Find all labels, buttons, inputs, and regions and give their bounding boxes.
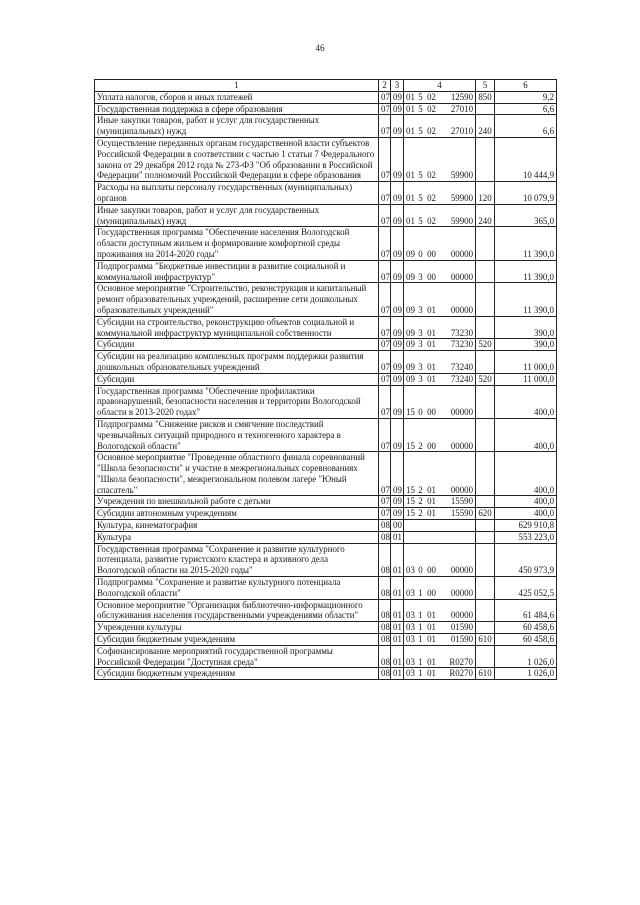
row-target-code [404, 339, 476, 351]
row-section: 08 [379, 645, 391, 668]
code-direction: 73240 [450, 361, 473, 372]
code-activity: 01 [427, 484, 436, 495]
row-section: 07 [379, 452, 391, 496]
column-header-name: 1 [95, 80, 379, 92]
row-amount: 400,0 [495, 452, 557, 496]
row-name: Основное мероприятие "Строительство, реконструкция и капитальный ремонт образовательных учреждений, расширение сети дошкольных образовательных учреждений" [95, 283, 379, 316]
row-amount: 390,0 [495, 339, 557, 351]
code-subprogram: 1 [418, 668, 423, 679]
row-target-code [404, 385, 476, 418]
code-program: 03 [406, 634, 415, 645]
row-subsection: 09 [391, 204, 404, 227]
code-activity: 01 [427, 304, 436, 315]
row-expense-type [476, 622, 495, 634]
row-expense-type: 610 [476, 634, 495, 646]
row-target-code [404, 634, 476, 646]
code-program: 15 [406, 496, 415, 507]
code-activity: 01 [427, 634, 436, 645]
row-expense-type: 520 [476, 339, 495, 351]
code-program: 03 [406, 610, 415, 621]
row-target-code [404, 577, 476, 600]
row-name: Государственная программа "Обеспечение населения Вологодской области доступным жильем и формирование комфортной среды проживания на 2014-2020 годы" [95, 227, 379, 260]
code-subprogram: 3 [418, 304, 423, 315]
code-activity: 01 [427, 656, 436, 667]
row-section: 07 [379, 182, 391, 205]
row-expense-type: 520 [476, 373, 495, 385]
row-section: 08 [379, 577, 391, 600]
row-target-code [404, 227, 476, 260]
row-amount: 1 026,0 [495, 645, 557, 668]
table-row [95, 668, 557, 680]
table-row [95, 418, 557, 451]
code-program: 09 [406, 248, 415, 259]
code-program: 03 [406, 587, 415, 598]
row-name: Расходы на выплаты персоналу государственных (муниципальных) органов [95, 182, 379, 205]
row-subsection: 09 [391, 452, 404, 496]
code-program: 15 [406, 508, 415, 519]
table-row [95, 115, 557, 138]
row-expense-type [476, 260, 495, 283]
table-row [95, 339, 557, 351]
row-amount: 400,0 [495, 418, 557, 451]
code-activity: 00 [427, 271, 436, 282]
code-activity: 00 [427, 440, 436, 451]
row-name: Субсидии на строительство, реконструкцию объектов социальной и коммунальной инфраструктур муниципальной собственности [95, 316, 379, 339]
code-subprogram: 3 [418, 271, 423, 282]
table-row [95, 283, 557, 316]
code-direction: 00000 [450, 440, 473, 451]
row-amount: 60 458,6 [495, 634, 557, 646]
row-section: 07 [379, 137, 391, 181]
code-direction: 59900 [450, 170, 473, 181]
column-header-section: 2 [379, 80, 391, 92]
code-subprogram: 5 [418, 215, 423, 226]
row-target-code [404, 316, 476, 339]
code-activity: 01 [427, 496, 436, 507]
row-amount: 629 910,8 [495, 520, 557, 532]
code-direction: 00000 [450, 271, 473, 282]
table-row [95, 182, 557, 205]
column-header-amount: 6 [495, 80, 557, 92]
row-subsection: 09 [391, 103, 404, 115]
row-amount: 450 973,9 [495, 543, 557, 576]
code-program: 01 [406, 91, 415, 102]
code-subprogram: 2 [418, 440, 423, 451]
code-direction: 00000 [450, 248, 473, 259]
row-expense-type: 610 [476, 668, 495, 680]
row-amount: 10 444,9 [495, 137, 557, 181]
row-name: Уплата налогов, сборов и иных платежей [95, 91, 379, 103]
code-subprogram: 5 [418, 170, 423, 181]
table-row [95, 103, 557, 115]
code-direction: 15590 [450, 508, 473, 519]
code-direction: 59900 [450, 192, 473, 203]
row-name: Культура [95, 531, 379, 543]
row-amount: 11 390,0 [495, 260, 557, 283]
code-activity: 00 [427, 587, 436, 598]
row-expense-type [476, 316, 495, 339]
row-subsection: 09 [391, 385, 404, 418]
table-row [95, 373, 557, 385]
row-section: 07 [379, 115, 391, 138]
code-subprogram: 0 [418, 407, 423, 418]
code-activity: 01 [427, 668, 436, 679]
row-subsection: 01 [391, 577, 404, 600]
code-activity: 02 [427, 91, 436, 102]
row-section: 08 [379, 543, 391, 576]
code-program: 09 [406, 361, 415, 372]
row-section: 07 [379, 339, 391, 351]
row-amount: 400,0 [495, 385, 557, 418]
code-subprogram: 1 [418, 587, 423, 598]
code-direction: 00000 [450, 484, 473, 495]
row-name: Иные закупки товаров, работ и услуг для государственных (муниципальных) нужд [95, 204, 379, 227]
row-name: Учреждения культуры [95, 622, 379, 634]
table-row [95, 351, 557, 374]
code-activity: 01 [427, 508, 436, 519]
row-name: Основное мероприятие "Проведение областного финала соревнований "Школа безопасности" и участие в межрегиональных соревнованиях "Школа безопасности", межрегиональном полевом лагере "Юный спасатель" [95, 452, 379, 496]
code-activity: 02 [427, 192, 436, 203]
code-program: 03 [406, 565, 415, 576]
row-amount: 11 000,0 [495, 373, 557, 385]
code-activity: 01 [427, 339, 436, 350]
row-name: Субсидии [95, 373, 379, 385]
row-name: Культура, кинематография [95, 520, 379, 532]
code-activity: 00 [427, 565, 436, 576]
row-target-code [404, 91, 476, 103]
code-direction: 01590 [450, 622, 473, 633]
row-amount: 9,2 [495, 91, 557, 103]
code-subprogram: 3 [418, 339, 423, 350]
row-section: 07 [379, 103, 391, 115]
code-subprogram: 1 [418, 634, 423, 645]
row-amount: 11 390,0 [495, 283, 557, 316]
table-row [95, 91, 557, 103]
code-direction: 15590 [450, 496, 473, 507]
row-target-code [404, 668, 476, 680]
row-name: Субсидии на реализацию комплексных программ поддержки развития дошкольных образовательных учреждений [95, 351, 379, 374]
code-direction: 00000 [450, 610, 473, 621]
code-direction: 73230 [450, 327, 473, 338]
row-section: 08 [379, 634, 391, 646]
row-target-code [404, 645, 476, 668]
code-direction: R0270 [449, 668, 473, 679]
code-program: 15 [406, 484, 415, 495]
row-expense-type [476, 496, 495, 508]
row-target-code [404, 115, 476, 138]
row-section: 07 [379, 316, 391, 339]
code-direction: 01590 [450, 634, 473, 645]
code-subprogram: 1 [418, 622, 423, 633]
row-expense-type [476, 103, 495, 115]
table-row [95, 508, 557, 520]
code-subprogram: 0 [418, 248, 423, 259]
table-row [95, 260, 557, 283]
code-program: 09 [406, 327, 415, 338]
code-direction: 73230 [450, 339, 473, 350]
code-activity: 02 [427, 126, 436, 137]
row-subsection: 09 [391, 283, 404, 316]
code-activity: 00 [427, 407, 436, 418]
row-subsection: 09 [391, 351, 404, 374]
code-program: 09 [406, 373, 415, 384]
row-name: Основное мероприятие "Организация библиотечно-информационного обслуживания населения государственными учреждениями области" [95, 599, 379, 622]
code-program: 15 [406, 440, 415, 451]
row-target-code [404, 599, 476, 622]
row-subsection: 09 [391, 260, 404, 283]
code-activity: 01 [427, 622, 436, 633]
table-row [95, 204, 557, 227]
row-amount: 390,0 [495, 316, 557, 339]
row-section: 07 [379, 418, 391, 451]
row-target-code [404, 182, 476, 205]
table-row [95, 137, 557, 181]
row-amount: 425 052,5 [495, 577, 557, 600]
row-target-code [404, 373, 476, 385]
row-expense-type [476, 418, 495, 451]
table-row [95, 452, 557, 496]
table-row [95, 599, 557, 622]
code-direction: 59900 [450, 215, 473, 226]
row-name: Иные закупки товаров, работ и услуг для государственных (муниципальных) нужд [95, 115, 379, 138]
row-section: 07 [379, 91, 391, 103]
row-target-code [404, 543, 476, 576]
row-expense-type [476, 351, 495, 374]
row-subsection: 09 [391, 496, 404, 508]
row-target-code [404, 508, 476, 520]
row-section: 07 [379, 508, 391, 520]
row-amount: 6,6 [495, 103, 557, 115]
row-subsection: 09 [391, 373, 404, 385]
table-row [95, 531, 557, 543]
row-expense-type [476, 543, 495, 576]
code-subprogram: 5 [418, 126, 423, 137]
code-activity: 01 [427, 361, 436, 372]
code-program: 01 [406, 103, 415, 114]
row-section: 08 [379, 668, 391, 680]
code-program: 01 [406, 215, 415, 226]
code-subprogram: 5 [418, 91, 423, 102]
row-subsection: 01 [391, 645, 404, 668]
row-subsection: 09 [391, 182, 404, 205]
row-target-code [404, 622, 476, 634]
code-activity: 00 [427, 248, 436, 259]
row-section: 08 [379, 599, 391, 622]
code-activity: 01 [427, 327, 436, 338]
row-subsection: 09 [391, 91, 404, 103]
row-amount: 365,0 [495, 204, 557, 227]
row-section: 07 [379, 260, 391, 283]
row-subsection: 09 [391, 339, 404, 351]
row-name: Субсидии бюджетным учреждениям [95, 668, 379, 680]
code-program: 01 [406, 126, 415, 137]
row-target-code [404, 260, 476, 283]
code-subprogram: 2 [418, 508, 423, 519]
row-subsection: 09 [391, 115, 404, 138]
row-name: Субсидии [95, 339, 379, 351]
row-subsection: 01 [391, 668, 404, 680]
budget-table [94, 79, 557, 680]
row-name: Учреждения по внешкольной работе с детьми [95, 496, 379, 508]
row-subsection: 09 [391, 316, 404, 339]
row-section: 08 [379, 531, 391, 543]
column-header-expense-type: 5 [476, 80, 495, 92]
table-row [95, 645, 557, 668]
row-section: 07 [379, 496, 391, 508]
row-name: Субсидии бюджетным учреждениям [95, 634, 379, 646]
row-expense-type [476, 520, 495, 532]
row-name: Софинансирование мероприятий государственной программы Российской Федерации "Доступная среда" [95, 645, 379, 668]
table-row [95, 520, 557, 532]
row-expense-type [476, 577, 495, 600]
code-subprogram: 3 [418, 361, 423, 372]
code-subprogram: 2 [418, 484, 423, 495]
code-subprogram: 0 [418, 565, 423, 576]
row-expense-type: 850 [476, 91, 495, 103]
table-row [95, 577, 557, 600]
table-row [95, 634, 557, 646]
row-section: 08 [379, 520, 391, 532]
row-name: Подпрограмма "Сохранение и развитие культурного потенциала Вологодской области" [95, 577, 379, 600]
code-activity: 02 [427, 103, 436, 114]
row-expense-type [476, 385, 495, 418]
code-direction: 27010 [450, 126, 473, 137]
code-activity: 02 [427, 215, 436, 226]
table-row [95, 622, 557, 634]
row-target-code [404, 452, 476, 496]
row-section: 08 [379, 622, 391, 634]
row-amount: 11 000,0 [495, 351, 557, 374]
row-subsection: 09 [391, 418, 404, 451]
code-direction: 27010 [450, 103, 473, 114]
row-subsection: 01 [391, 599, 404, 622]
row-subsection: 09 [391, 508, 404, 520]
row-target-code [404, 137, 476, 181]
code-subprogram: 2 [418, 496, 423, 507]
row-target-code [404, 496, 476, 508]
row-name: Осуществление переданных органам государственной власти субъектов Российской Федерации в соответствии с частью 1 статьи 7 Федерального закона от 29 декабря 2012 года № 273-ФЗ "Об образовании в Российской Федерации" полномочий Российской Федерации в сфере образования [95, 137, 379, 181]
row-amount: 10 079,9 [495, 182, 557, 205]
table-header-row [95, 80, 557, 92]
row-name: Подпрограмма "Бюджетные инвестиции в развитие социальной и коммунальной инфраструктур" [95, 260, 379, 283]
row-amount: 61 484,6 [495, 599, 557, 622]
row-section: 07 [379, 373, 391, 385]
code-subprogram: 3 [418, 373, 423, 384]
row-section: 07 [379, 204, 391, 227]
code-program: 15 [406, 407, 415, 418]
row-subsection: 01 [391, 543, 404, 576]
code-program: 03 [406, 668, 415, 679]
row-target-code [404, 283, 476, 316]
code-direction: 73240 [450, 373, 473, 384]
row-target-code [404, 103, 476, 115]
row-target-code [404, 351, 476, 374]
code-subprogram: 1 [418, 610, 423, 621]
row-amount: 60 458,6 [495, 622, 557, 634]
code-subprogram: 1 [418, 656, 423, 667]
row-section: 07 [379, 385, 391, 418]
row-target-code [404, 204, 476, 227]
code-direction: 00000 [450, 565, 473, 576]
code-direction: 12590 [450, 91, 473, 102]
table-row [95, 496, 557, 508]
page-number: 46 [315, 43, 325, 53]
row-amount: 400,0 [495, 496, 557, 508]
row-subsection: 01 [391, 531, 404, 543]
table-row [95, 316, 557, 339]
row-name: Государственная программа "Сохранение и развитие культурного потенциала, развитие туристского кластера и архивного дела Вологодской области на 2015-2020 годы" [95, 543, 379, 576]
code-subprogram: 5 [418, 192, 423, 203]
code-program: 03 [406, 622, 415, 633]
row-name: Государственная поддержка в сфере образования [95, 103, 379, 115]
row-name: Государственная программа "Обеспечение профилактики правонарушений, безопасности населения и территории Вологодской области в 2013-2020 годах" [95, 385, 379, 418]
table-row [95, 227, 557, 260]
row-section: 07 [379, 227, 391, 260]
table-row [95, 543, 557, 576]
row-amount: 1 026,0 [495, 668, 557, 680]
row-subsection: 09 [391, 137, 404, 181]
row-target-code [404, 520, 476, 532]
code-direction: 00000 [450, 304, 473, 315]
row-expense-type: 120 [476, 182, 495, 205]
row-target-code [404, 531, 476, 543]
row-subsection: 01 [391, 622, 404, 634]
row-target-code [404, 418, 476, 451]
code-direction: R0270 [449, 656, 473, 667]
row-amount: 400,0 [495, 508, 557, 520]
row-expense-type [476, 452, 495, 496]
code-activity: 01 [427, 373, 436, 384]
row-expense-type [476, 599, 495, 622]
row-expense-type: 240 [476, 115, 495, 138]
row-expense-type [476, 227, 495, 260]
row-name: Субсидии автономным учреждениям [95, 508, 379, 520]
code-direction: 00000 [450, 587, 473, 598]
row-name: Подпрограмма "Снижение рисков и смягчение последствий чрезвычайных ситуаций природного и техногенного характера в Вологодской области" [95, 418, 379, 451]
code-program: 09 [406, 271, 415, 282]
code-subprogram: 3 [418, 327, 423, 338]
column-header-subsection: 3 [391, 80, 404, 92]
row-expense-type: 240 [476, 204, 495, 227]
row-expense-type [476, 137, 495, 181]
code-activity: 01 [427, 610, 436, 621]
row-expense-type: 620 [476, 508, 495, 520]
code-program: 09 [406, 339, 415, 350]
row-expense-type [476, 283, 495, 316]
row-expense-type [476, 645, 495, 668]
row-subsection: 01 [391, 634, 404, 646]
row-expense-type [476, 531, 495, 543]
code-program: 01 [406, 192, 415, 203]
row-amount: 6,6 [495, 115, 557, 138]
code-program: 09 [406, 304, 415, 315]
code-program: 01 [406, 170, 415, 181]
code-program: 03 [406, 656, 415, 667]
code-direction: 00000 [450, 407, 473, 418]
row-subsection: 00 [391, 520, 404, 532]
row-section: 07 [379, 351, 391, 374]
column-header-target-code: 4 [404, 80, 476, 92]
table-row [95, 385, 557, 418]
row-section: 07 [379, 283, 391, 316]
row-subsection: 09 [391, 227, 404, 260]
row-amount: 553 223,0 [495, 531, 557, 543]
row-amount: 11 390,0 [495, 227, 557, 260]
code-activity: 02 [427, 170, 436, 181]
code-subprogram: 5 [418, 103, 423, 114]
